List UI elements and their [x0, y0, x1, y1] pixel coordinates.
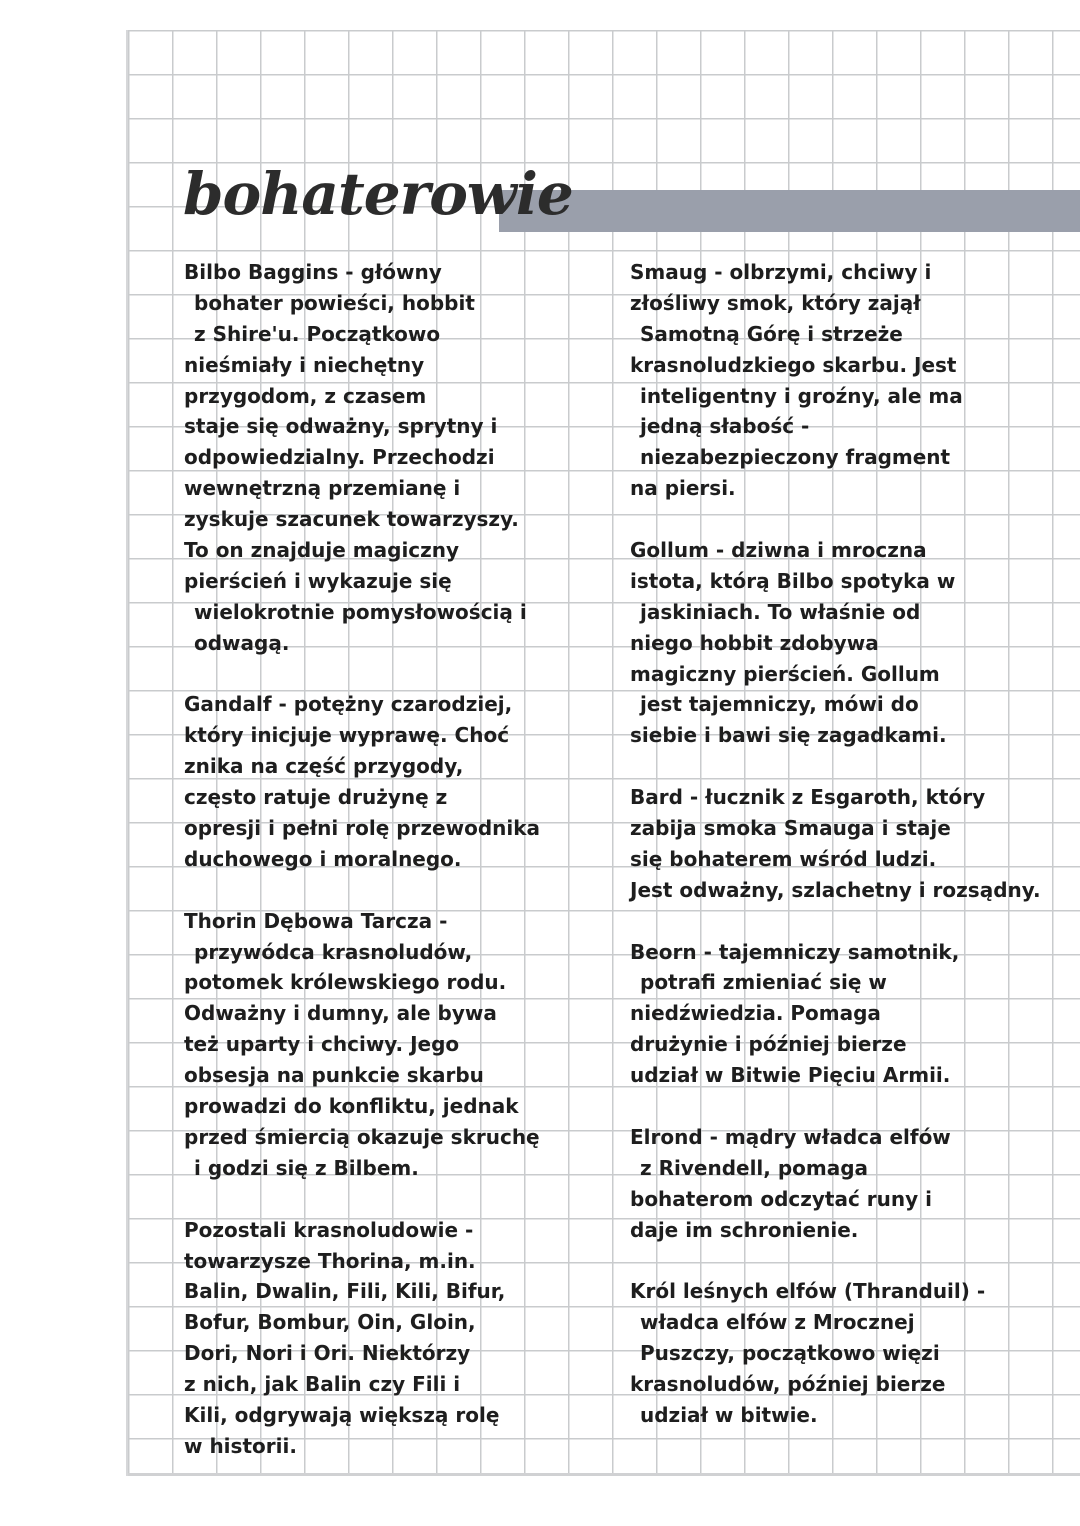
text-line: Bilbo Baggins - główny — [184, 260, 442, 284]
text-line: odpowiedzialny. Przechodzi — [184, 445, 495, 470]
text-line: istota, którą Bilbo spotyka w — [630, 568, 956, 593]
right-column — [630, 257, 1041, 1462]
text-line: niezabezpieczony fragment — [640, 445, 951, 470]
text-line: Elrond - mądry władca elfów — [630, 1124, 951, 1149]
text-line: w historii. — [184, 1433, 297, 1458]
text-line: wewnętrzną przemianę i — [184, 476, 461, 501]
left-column — [184, 257, 540, 1493]
character-entry — [184, 1215, 540, 1462]
text-line: krasnoludzkiego skarbu. Jest — [630, 352, 957, 377]
text-line: Dori, Nori i Ori. Niektórzy — [184, 1341, 471, 1366]
page-title: bohaterowie — [183, 160, 573, 228]
text-line: magiczny pierścień. Gollum — [630, 661, 940, 686]
text-line: się bohaterem wśród ludzi. — [630, 846, 937, 871]
text-line: i godzi się z Bilbem. — [194, 1155, 419, 1180]
text-line: udział w bitwie. — [640, 1402, 818, 1427]
character-entry — [184, 906, 540, 1184]
character-entry — [630, 535, 1041, 751]
text-line: niego hobbit zdobywa — [630, 630, 879, 655]
text-line: przywódca krasnoludów, — [194, 939, 473, 964]
text-line: Smaug - olbrzymi, chciwy i — [630, 260, 932, 284]
character-entry — [630, 1276, 1041, 1430]
text-line: na piersi. — [630, 476, 736, 501]
text-line: przygodom, z czasem — [184, 383, 427, 408]
character-entry — [184, 689, 540, 874]
text-line: jaskiniach. To właśnie od — [640, 599, 921, 624]
text-line: z Shire'u. Początkowo — [194, 321, 441, 346]
character-entry — [630, 937, 1041, 1091]
text-line: Beorn - tajemniczy samotnik, — [630, 939, 960, 964]
sheet-edge — [126, 30, 128, 1476]
text-line: Pozostali krasnoludowie - — [184, 1217, 474, 1242]
text-line: staje się odważny, sprytny i — [184, 414, 498, 439]
text-line: złośliwy smok, który zajął — [630, 290, 921, 315]
title-highlight-bar — [499, 190, 1080, 232]
text-line: też uparty i chciwy. Jego — [184, 1032, 460, 1057]
text-line: bohaterom odczytać runy i — [630, 1186, 932, 1211]
text-line: wielokrotnie pomysłowością i — [194, 599, 527, 624]
text-line: Gandalf - potężny czarodziej, — [184, 692, 513, 717]
text-line: pierścień i wykazuje się — [184, 568, 452, 593]
text-line: nieśmiały i niechętny — [184, 352, 425, 377]
character-entry — [630, 257, 1041, 504]
text-line: Thorin Dębowa Tarcza - — [184, 908, 448, 933]
text-line: z nich, jak Balin czy Fili i — [184, 1372, 461, 1397]
text-line: władca elfów z Mrocznej — [640, 1310, 915, 1335]
text-line: drużynie i później bierze — [630, 1032, 907, 1057]
text-line: prowadzi do konfliktu, jednak — [184, 1094, 519, 1119]
character-entry — [630, 782, 1041, 906]
text-line: Bofur, Bombur, Oin, Gloin, — [184, 1310, 476, 1335]
text-line: często ratuje drużynę z — [184, 785, 448, 810]
text-line: obsesja na punkcie skarbu — [184, 1063, 484, 1088]
text-line: duchowego i moralnego. — [184, 846, 462, 871]
text-line: towarzysze Thorina, m.in. — [184, 1248, 476, 1273]
text-line: krasnoludów, później bierze — [630, 1372, 946, 1397]
text-line: zyskuje szacunek towarzyszy. — [184, 507, 519, 532]
text-line: Kili, odgrywają większą rolę — [184, 1402, 500, 1427]
text-line: siebie i bawi się zagadkami. — [630, 723, 947, 748]
text-line: z Rivendell, pomaga — [640, 1155, 869, 1180]
text-line: przed śmiercią okazuje skruchę — [184, 1124, 540, 1149]
text-line: To on znajduje magiczny — [184, 538, 460, 563]
text-line: zabija smoka Smauga i staje — [630, 816, 951, 841]
text-line: niedźwiedzia. Pomaga — [630, 1001, 881, 1026]
character-entry — [184, 257, 540, 659]
text-line: potrafi zmieniać się w — [640, 970, 887, 995]
text-line: jest tajemniczy, mówi do — [640, 692, 919, 717]
text-line: znika na część przygody, — [184, 754, 464, 779]
text-line: Odważny i dumny, ale bywa — [184, 1001, 497, 1026]
text-line: Bard - łucznik z Esgaroth, który — [630, 785, 986, 810]
text-line: Balin, Dwalin, Fili, Kili, Bifur, — [184, 1279, 506, 1304]
text-line: bohater powieści, hobbit — [194, 290, 475, 315]
text-line: udział w Bitwie Pięciu Armii. — [630, 1063, 951, 1088]
text-line: inteligentny i groźny, ale ma — [640, 383, 963, 408]
text-line: Puszczy, początkowo więzi — [640, 1341, 940, 1366]
text-line: daje im schronienie. — [630, 1217, 859, 1242]
text-line: Gollum - dziwna i mroczna — [630, 538, 927, 563]
text-line: potomek królewskiego rodu. — [184, 970, 507, 995]
text-line: Król leśnych elfów (Thranduil) - — [630, 1279, 986, 1304]
text-line: odwagą. — [194, 630, 290, 655]
text-line: jedną słabość - — [640, 414, 810, 439]
text-line: Samotną Górę i strzeże — [640, 321, 903, 346]
text-line: opresji i pełni rolę przewodnika — [184, 816, 541, 841]
text-line: który inicjuje wyprawę. Choć — [184, 723, 510, 748]
text-line: Jest odważny, szlachetny i rozsądny. — [630, 877, 1041, 902]
character-entry — [630, 1122, 1041, 1246]
